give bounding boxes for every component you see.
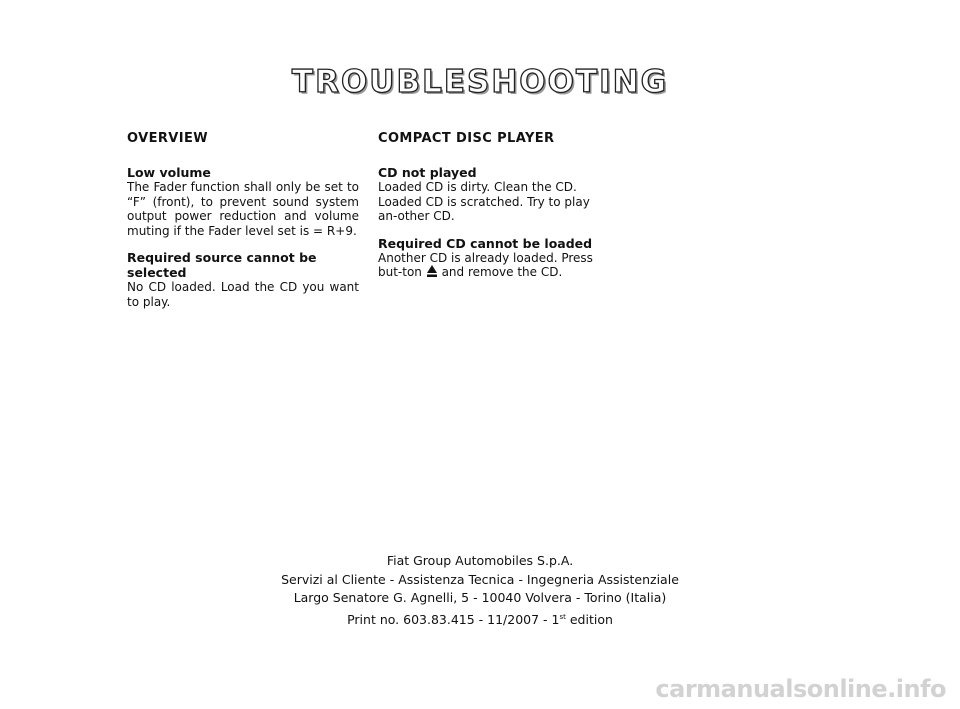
publisher-footer <box>0 552 960 629</box>
cd-not-played-entry <box>378 165 610 224</box>
edition-superscript: st <box>559 612 566 621</box>
cd-player-column <box>378 130 610 292</box>
watermark: carmanualsonline.info <box>655 675 946 703</box>
eject-icon <box>427 265 437 277</box>
entry-title: Required CD cannot be loaded <box>378 235 593 251</box>
overview-heading: OVERVIEW <box>127 131 208 146</box>
edition-text: edition <box>565 611 613 627</box>
footer-company: Fiat Group Automobiles S.p.A. <box>386 553 574 568</box>
footer-print-number <box>0 608 960 630</box>
entry-text: No CD loaded. Load the CD you want to play. <box>127 280 359 309</box>
entry-text-after: and remove the CD. <box>441 265 563 279</box>
cd-player-heading: COMPACT DISC PLAYER <box>378 131 555 146</box>
print-number-text: Print no. 603.83.415 - 11/2007 - 1 <box>347 611 560 627</box>
entry-title: Required source cannot be selected <box>127 250 317 280</box>
low-volume-entry <box>127 165 359 238</box>
footer-department: Servizi al Cliente - Assistenza Tecnica - Ingegneria Assistenziale <box>281 571 679 587</box>
entry-title: Low volume <box>127 165 211 180</box>
cd-cannot-load-entry <box>378 236 610 280</box>
page-title: TROUBLESHOOTING <box>291 64 669 100</box>
footer-address: Largo Senatore G. Agnelli, 5 - 10040 Volvera - Torino (Italia) <box>293 590 667 605</box>
entry-text: Loaded CD is dirty. Clean the CD. Loaded CD is scratched. Try to play an-other CD. <box>378 180 590 223</box>
entry-text: The Fader function shall only be set to “F” (front), to prevent sound system output power reduction and volume muting if the Fader level set is = R+9. <box>127 180 359 238</box>
source-not-selected-entry <box>127 250 359 309</box>
entry-title: CD not played <box>378 165 477 180</box>
entry-text <box>378 251 610 280</box>
overview-column <box>127 130 359 321</box>
entry-text-before: Another CD is already loaded. Press but-ton <box>378 250 593 279</box>
